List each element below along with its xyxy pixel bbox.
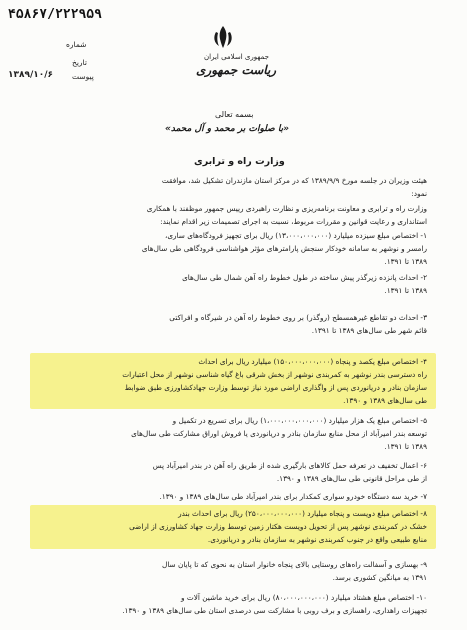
body-line: ۱۳۸۹ تا ۱۳۹۱. <box>384 286 427 295</box>
body-line: ۱۳۸۹ تا ۱۳۹۱. <box>384 442 427 451</box>
body-line: راه دسترسی بندر نوشهر به کمربندی نوشهر از بخش شرقی باغ گیاه شناسی نوشهر از محل اعتبارات <box>122 370 427 379</box>
date-value: ۱۳۸۹/۱۰/۶ <box>8 70 54 80</box>
body-line: ۳- احداث دو تقاطع غیرهمسطح (روگذر) بر روی خطوط راه آهن در شیرگاه و افراکتی <box>169 313 427 322</box>
body-line: سازمان بنادر و دریانوردی پس از واگذاری اراضی مورد نیاز توسط وزارت جهادکشاورزی طبق ضوابط <box>124 383 427 392</box>
letterhead-title: ریاست جمهوری <box>196 63 277 77</box>
salawat-line: «با صلوات بر محمد و آل محمد» <box>165 124 289 134</box>
body-line: وزارت راه و ترابری و معاونت برنامه‌ریزی و نظارت راهبردی رییس جمهور موظفند با همکاری <box>146 204 427 213</box>
body-line: رامسر و نوشهر به سامانه خودکار سنجش پارامترهای مؤثر هواشناسی فرودگاهی طی سال‌های <box>141 244 427 253</box>
body-line: از طی مراحل قانونی طی سال‌های ۱۳۸۹ و ۱۳۹۰. <box>276 474 427 483</box>
letterhead-subtitle: جمهوری اسلامی ایران <box>204 53 269 61</box>
date-label: تاریخ <box>72 58 87 67</box>
body-line: هیئت وزیران در جلسه مورخ ۱۳۸۹/۹/۹ که در مرکز استان مازندران تشکیل شد، موافقت <box>161 176 427 185</box>
body-line: ۴- اختصاص مبلغ یکصد و پنجاه (۱۵۰،۰۰۰،۰۰۰،۰۰۰) میلیارد ریال برای احداث <box>198 357 427 366</box>
body-line: ۸- اختصاص مبلغ دویست و پنجاه میلیارد (۲۵۰،۰۰۰،۰۰۰،۰۰۰) ریال برای احداث بندر <box>178 509 427 518</box>
body-line: ۷- خرید سه دستگاه خودرو سواری کمکدار برای بندر امیرآباد طی سال‌های ۱۳۸۹ و ۱۳۹۰. <box>159 492 427 501</box>
body-line: منابع طبیعی واقع در جنوب کمربندی نوشهر به سازمان بنادر و دریانوردی. <box>207 535 427 544</box>
body-line: قائم شهر طی سال‌های ۱۳۸۹ تا ۱۳۹۱. <box>311 326 427 335</box>
document-number: ۴۵۸۶۷/۲۲۲۹۵۹ <box>8 7 102 22</box>
attachment-label: پیوست <box>72 72 94 81</box>
invocation: بسمه تعالی <box>215 110 254 119</box>
body-line: ۱۳۹۱ به میانگین کشوری برسد. <box>332 573 427 582</box>
body-line: ۱۳۸۹ تا ۱۳۹۱. <box>384 257 427 266</box>
body-line: ۹- بهسازی و آسفالت راه‌های روستایی بالای پنجاه خانوار استان به نحوی که تا پایان سال <box>162 560 427 569</box>
body-line: خشک در کمربندی نوشهر پس از تحویل دویست هکتار زمین توسط وزارت جهاد کشاورزی از اراضی <box>129 522 427 531</box>
body-line: ۱۰- اختصاص مبلغ هشتاد میلیارد (۸۰،۰۰۰،۰۰۰،۰۰۰) ریال برای خرید ماشین آلات و <box>180 593 427 602</box>
iran-emblem-icon <box>210 24 236 50</box>
body-line: ۶- اعمال تخفیف در تعرفه حمل کالاهای بارگیری شده از طریق راه آهن در بندر امیرآباد پس <box>152 461 427 470</box>
body-line: نمود: <box>411 189 427 198</box>
body-line: تجهیزات راهداری، راهسازی و برف روبی با مشارکت سی درصدی استان طی سال‌های ۱۳۸۹ و ۱۳۹۰. <box>122 606 427 615</box>
body-line: ۲- احداث پانزده زیرگذر پیش ساخته در طول خطوط راه آهن شمال طی سال‌های <box>182 273 427 282</box>
body-line: توسعه بندر امیرآباد از محل منابع سازمان بنادر و دریانوردی یا فروش اوراق مشارکت طی سال‌های <box>131 429 427 438</box>
body-line: ۱- اختصاص مبلغ سیزده میلیارد (۱۳،۰۰۰،۰۰۰،۰۰۰) ریال برای تجهیز فرودگاه‌های ساری، <box>164 231 427 240</box>
number-label: شماره <box>66 40 87 49</box>
body-line: طی سال‌های ۱۳۸۹ و ۱۳۹۰. <box>343 396 427 405</box>
addressee: وزارت راه و ترابری <box>194 156 285 167</box>
body-line: استانداری و رعایت قوانین و مقررات مربوط، نسبت به اجرای تصمیمات زیر اقدام نمایند: <box>160 217 427 226</box>
body-line: ۵- اختصاص مبلغ یک هزار میلیارد (۱،۰۰۰،۰۰۰،۰۰۰،۰۰۰) ریال برای تسریع در تکمیل و <box>172 416 427 425</box>
